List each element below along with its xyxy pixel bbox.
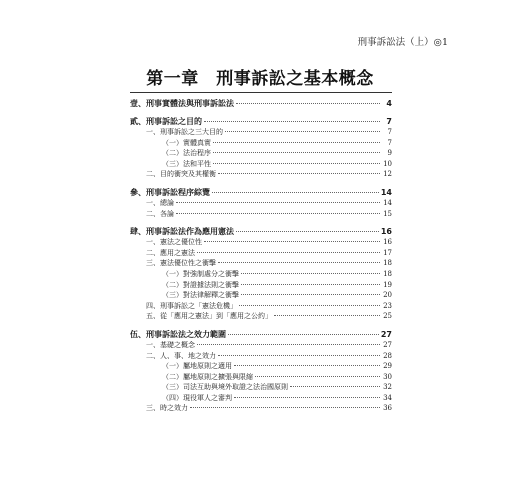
toc-entry-label: 五、從「應用之憲法」到「應用之公約」: [146, 312, 272, 321]
toc-entry-label: （三）法和平性: [162, 159, 211, 168]
toc-page-number: 16: [380, 227, 392, 237]
toc-entry: [130, 237, 392, 248]
toc-page-number: 25: [383, 312, 392, 321]
toc-entry-label: 二、目的衝突及其權衡: [146, 170, 216, 179]
toc-page-number: 29: [383, 362, 392, 371]
toc-entry: [130, 209, 392, 220]
toc-page-number: 18: [383, 259, 392, 268]
dot-leader: [197, 344, 380, 345]
toc-entry: [130, 248, 392, 259]
dot-leader: [176, 202, 380, 203]
dot-leader: [218, 262, 380, 263]
dot-leader: [241, 284, 380, 285]
dot-leader: [176, 213, 380, 214]
toc-subentry: [130, 148, 392, 159]
section-spacer: [130, 180, 392, 187]
toc-page-number: 27: [380, 329, 392, 339]
toc-entry-label: 伍、刑事訴訟法之效力範圍: [130, 329, 226, 339]
toc-entry-label: 一、總論: [146, 198, 174, 207]
toc-page-number: 18: [383, 269, 392, 278]
toc-entry-label: （一）對強制處分之衝擊: [162, 269, 239, 278]
toc-entry-label: 參、刑事訴訟程序綜覽: [130, 187, 210, 197]
section-spacer: [130, 322, 392, 329]
toc-page-number: 7: [387, 138, 392, 147]
toc-page-number: 7: [386, 117, 392, 126]
dot-leader: [212, 192, 379, 193]
dot-leader: [204, 241, 380, 242]
toc-entry-label: 二、人、事、地之效力: [146, 351, 216, 360]
toc-page-number: 32: [383, 383, 392, 392]
dot-leader: [213, 142, 380, 143]
dot-leader: [225, 131, 380, 132]
toc-entry-label: 一、憲法之優位性: [146, 238, 202, 247]
table-of-contents: [130, 98, 392, 414]
toc-entry-label: （四）現役軍人之審判: [162, 393, 232, 402]
dot-leader: [197, 252, 380, 253]
toc-entry: [130, 340, 392, 351]
toc-page-number: 27: [383, 340, 392, 349]
toc-page-number: 14: [383, 198, 392, 207]
toc-entry-label: 二、各論: [146, 209, 174, 218]
dot-leader: [204, 121, 380, 122]
toc-subentry: [130, 280, 392, 291]
dot-leader: [274, 315, 380, 316]
toc-entry-label: （一）屬地原則之適用: [162, 362, 232, 371]
toc-entry-label: （一）實體真實: [162, 138, 211, 147]
toc-subentry: [130, 361, 392, 372]
dot-leader: [213, 152, 380, 153]
toc-subentry: [130, 269, 392, 280]
toc-page-number: 28: [383, 351, 392, 360]
toc-page-number: 15: [383, 209, 392, 218]
toc-subentry: [130, 159, 392, 170]
section-spacer: [130, 219, 392, 226]
dot-leader: [239, 305, 380, 306]
toc-entry: [130, 169, 392, 180]
toc-entry-label: （二）屬地原則之擴張與限縮: [162, 372, 253, 381]
toc-section-heading: [130, 187, 392, 198]
toc-page-number: 36: [383, 404, 392, 413]
toc-section-heading: [130, 98, 392, 109]
toc-page-number: 12: [383, 170, 392, 179]
dot-leader: [190, 407, 380, 408]
toc-page-number: 9: [387, 149, 392, 158]
toc-entry-label: 壹、刑事實體法與刑事訴訟法: [130, 99, 234, 108]
toc-page-number: 34: [383, 393, 392, 402]
toc-subentry: [130, 290, 392, 301]
toc-subentry: [130, 138, 392, 149]
toc-page-number: 10: [383, 159, 392, 168]
toc-subentry: [130, 372, 392, 383]
toc-section-heading: [130, 329, 392, 340]
toc-entry: [130, 198, 392, 209]
toc-entry-label: （二）對證據法則之衝擊: [162, 280, 239, 289]
toc-entry-label: （三）司法互助與境外取證之法治國原則: [162, 383, 288, 392]
running-header: 刑事訴訟法（上）◎1: [357, 37, 448, 48]
toc-entry: [130, 311, 392, 322]
toc-section-heading: [130, 116, 392, 127]
toc-entry: [130, 351, 392, 362]
chapter-title: 第一章 刑事訴訟之基本概念: [146, 69, 374, 89]
toc-entry: [130, 258, 392, 269]
toc-entry-label: 貳、刑事訴訟之目的: [130, 117, 202, 126]
toc-page-number: 7: [387, 128, 392, 136]
dot-leader: [290, 386, 380, 387]
dot-leader: [228, 334, 379, 335]
toc-entry-label: 一、刑事訴訟之三大目的: [146, 128, 223, 136]
title-divider: [130, 92, 392, 93]
toc-entry: [130, 127, 392, 138]
toc-subentry: [130, 393, 392, 404]
toc-entry-label: （二）法治程序: [162, 149, 211, 158]
toc-page-number: 19: [383, 280, 392, 289]
dot-leader: [218, 173, 380, 174]
toc-entry-label: 四、刑事訴訟之「憲法危機」: [146, 301, 237, 310]
toc-page-number: 17: [383, 248, 392, 257]
dot-leader: [236, 231, 379, 232]
dot-leader: [236, 103, 380, 104]
toc-entry-label: 三、憲法優位性之衝擊: [146, 259, 216, 268]
dot-leader: [255, 376, 380, 377]
dot-leader: [234, 397, 380, 398]
toc-entry-label: （三）對法律解釋之衝擊: [162, 291, 239, 300]
toc-entry-label: 三、時之效力: [146, 404, 188, 413]
dot-leader: [241, 273, 380, 274]
toc-page-number: 4: [386, 99, 392, 108]
dot-leader: [218, 355, 380, 356]
toc-page-number: 20: [383, 291, 392, 300]
toc-page-number: 16: [383, 238, 392, 247]
toc-entry-label: 二、應用之憲法: [146, 248, 195, 257]
toc-section-heading: [130, 226, 392, 237]
dot-leader: [213, 163, 380, 164]
section-spacer: [130, 109, 392, 116]
toc-entry-label: 肆、刑事訴訟法作為應用憲法: [130, 227, 234, 237]
toc-page-number: 23: [383, 301, 392, 310]
toc-subentry: [130, 382, 392, 393]
toc-page-number: 14: [380, 187, 392, 197]
dot-leader: [234, 365, 380, 366]
toc-entry: [130, 301, 392, 312]
dot-leader: [241, 294, 380, 295]
toc-entry: [130, 403, 392, 414]
toc-page-number: 30: [383, 372, 392, 381]
toc-entry-label: 一、基礎之概念: [146, 340, 195, 349]
